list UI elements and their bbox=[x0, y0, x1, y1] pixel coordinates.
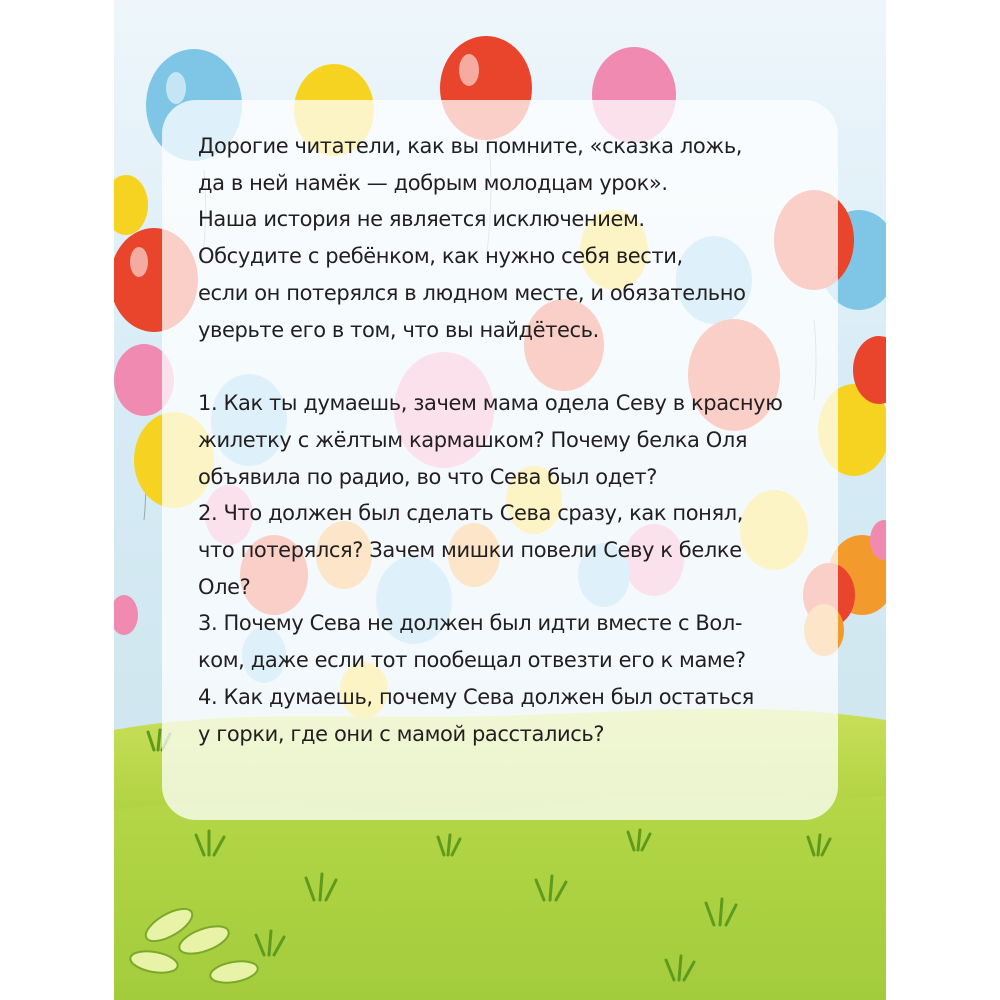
question-line: 4. Как думаешь, почему Сева должен был остаться bbox=[198, 684, 754, 709]
paragraph-gap bbox=[198, 348, 818, 385]
question-line: Оле? bbox=[198, 574, 251, 599]
yellow-balloon bbox=[114, 175, 148, 235]
intro-line: Дорогие читатели, как вы помните, «сказка ложь, bbox=[198, 134, 743, 158]
question-line: объявила по радио, во что Сева был одет? bbox=[198, 464, 657, 489]
intro-line: уверьте его в том, что вы найдётесь. bbox=[198, 317, 599, 342]
pink-balloon bbox=[114, 595, 138, 635]
question-line: 1. Как ты думаешь, зачем мама одела Севу в красную bbox=[198, 391, 783, 416]
question-line: 3. Почему Сева не должен был идти вместе с Вол- bbox=[198, 611, 743, 636]
question-line: 2. Что должен был сделать Сева сразу, как понял, bbox=[198, 501, 744, 526]
question-line: у горки, где они с мамой расстались? bbox=[198, 721, 605, 746]
parent-note-text bbox=[198, 128, 818, 752]
intro-line: Наша история не является исключением. bbox=[198, 207, 645, 232]
intro-line: да в ней намёк — добрым молодцам урок». bbox=[198, 170, 668, 195]
intro-line: Обсудите с ребёнком, как нужно себя вести, bbox=[198, 244, 683, 269]
intro-line: если он потерялся в людном месте, и обязательно bbox=[198, 280, 746, 305]
question-line: ком, даже если тот пообещал отвезти его к маме? bbox=[198, 648, 746, 673]
question-line: что потерялся? Зачем мишки повели Севу к белке bbox=[198, 538, 742, 563]
question-line: жилетку с жёлтым кармашком? Почему белка Оля bbox=[198, 427, 748, 452]
